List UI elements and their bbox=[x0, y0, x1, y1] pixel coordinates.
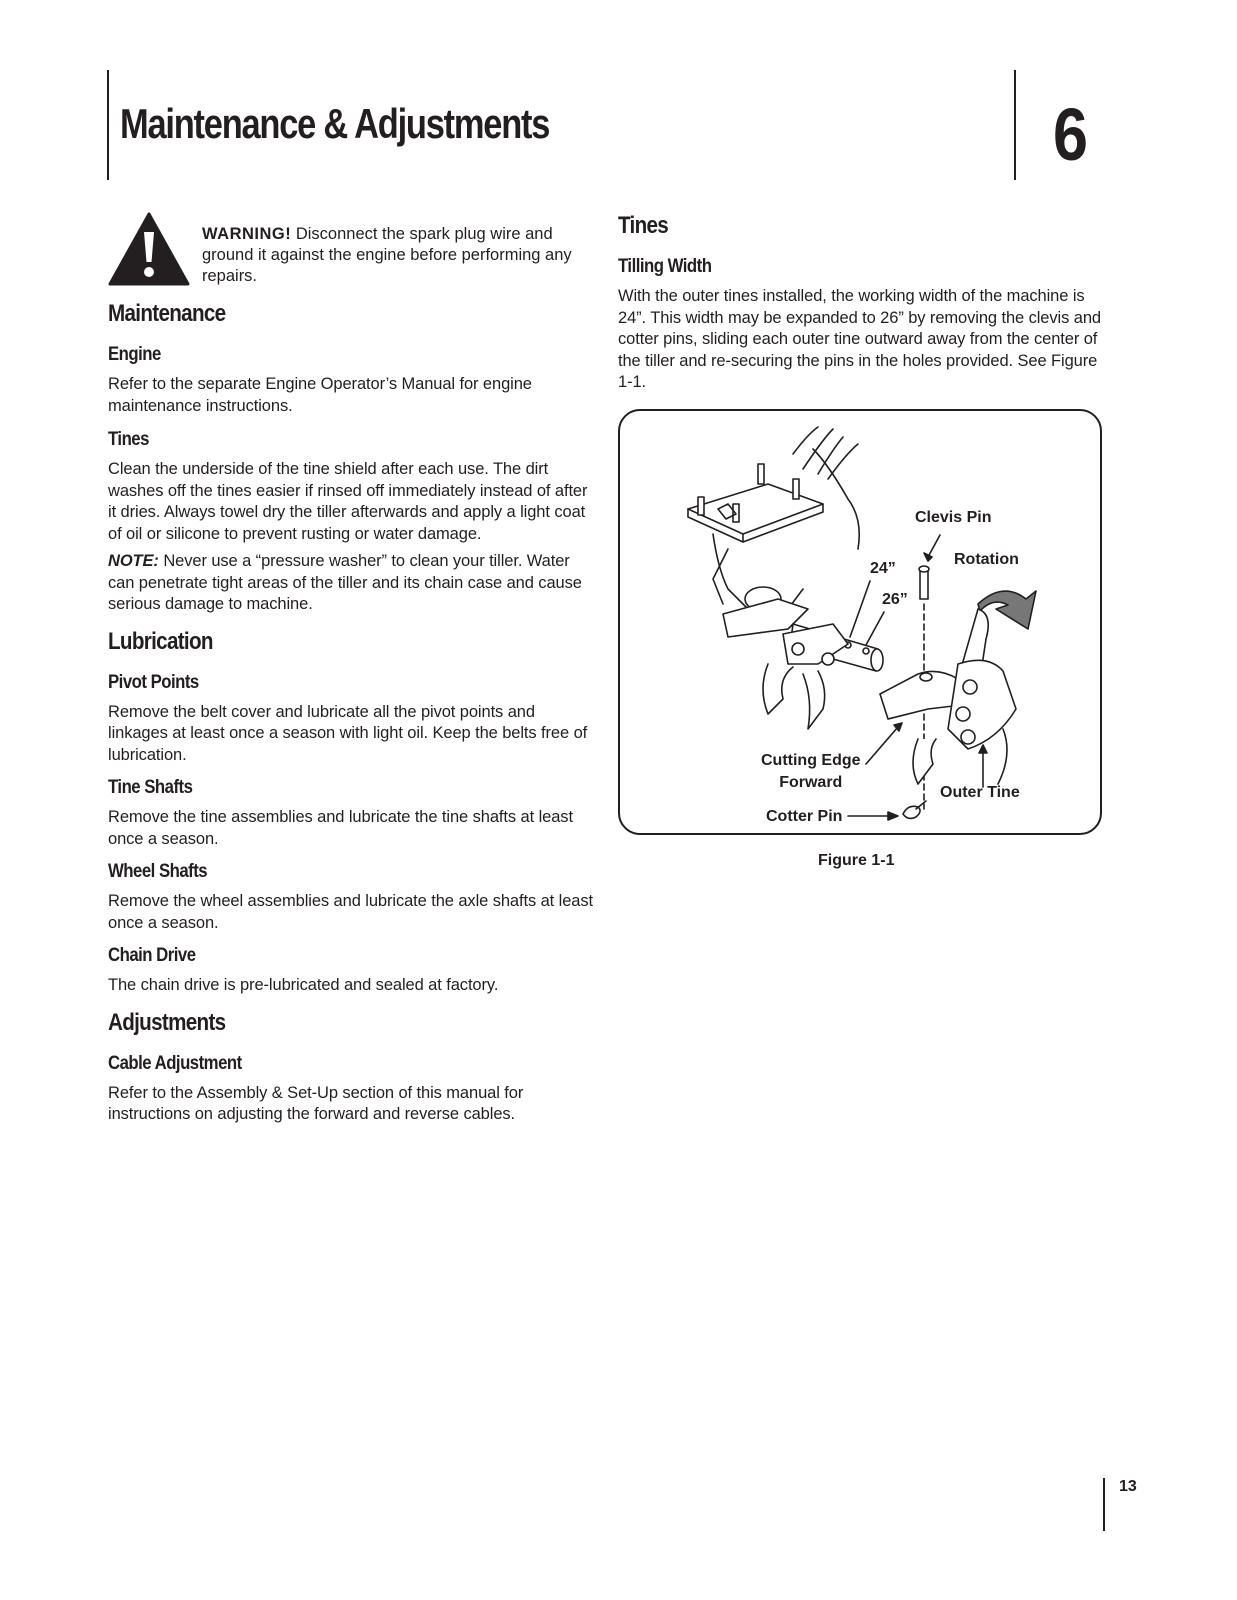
wheel-shafts-text: Remove the wheel assemblies and lubricate the axle shafts at least once a season. bbox=[108, 892, 594, 932]
cable-adjustment-heading: Cable Adjustment bbox=[108, 1051, 242, 1074]
header-left-rule bbox=[107, 70, 109, 180]
left-column bbox=[108, 212, 598, 1126]
footer-rule bbox=[1103, 1478, 1105, 1531]
tines-maintenance-heading: Tines bbox=[108, 428, 149, 450]
right-column bbox=[618, 212, 1108, 394]
page-number: 13 bbox=[1119, 1478, 1137, 1495]
lubrication-heading: Lubrication bbox=[108, 627, 213, 655]
warning-block bbox=[108, 212, 598, 298]
chain-drive-text: The chain drive is pre-lubricated and sealed at factory. bbox=[108, 976, 499, 994]
width-26-label: 26” bbox=[882, 591, 908, 608]
figure-caption: Figure 1-1 bbox=[818, 852, 895, 869]
warning-label: WARNING! bbox=[202, 225, 292, 243]
tine-shafts-heading: Tine Shafts bbox=[108, 776, 193, 798]
pivot-points-text: Remove the belt cover and lubricate all the pivot points and linkages at least once a season with light oil. Keep the belts free of lubrication. bbox=[108, 702, 588, 764]
tines-note bbox=[108, 551, 598, 616]
cutting-edge-label bbox=[761, 750, 861, 794]
warning-triangle-icon bbox=[108, 212, 190, 286]
cable-adjustment-text: Refer to the Assembly & Set-Up section of this manual for instructions on adjusting the forward and reverse cables. bbox=[108, 1083, 524, 1123]
tilling-width-text: With the outer tines installed, the working width of the machine is 24”. This width may be expanded to 26” by removing the clevis and cotter pins, sliding each outer tine outward away from the center of the tiller and re-securing the pins in the holes provided. See Figure 1-1. bbox=[618, 287, 1101, 391]
maintenance-heading: Maintenance bbox=[108, 300, 226, 327]
width-24-label: 24” bbox=[870, 560, 896, 577]
chapter-title: Maintenance & Adjustments bbox=[120, 100, 550, 147]
pivot-points-heading: Pivot Points bbox=[108, 670, 199, 693]
note-label: NOTE: bbox=[108, 552, 159, 570]
outer-tine-label: Outer Tine bbox=[940, 784, 1020, 801]
cutting-edge-line1: Cutting Edge bbox=[761, 752, 861, 769]
wheel-shafts-heading: Wheel Shafts bbox=[108, 860, 208, 882]
tines-heading: Tines bbox=[618, 212, 669, 239]
engine-text: Refer to the separate Engine Operator’s Manual for engine maintenance instructions. bbox=[108, 375, 532, 415]
header-right-rule bbox=[1014, 70, 1016, 180]
engine-heading: Engine bbox=[108, 343, 161, 365]
chain-drive-heading: Chain Drive bbox=[108, 944, 196, 966]
cutting-edge-line2: Forward bbox=[779, 774, 843, 791]
clevis-pin-label: Clevis Pin bbox=[915, 509, 992, 526]
chapter-number: 6 bbox=[1053, 93, 1088, 176]
tine-shafts-text: Remove the tine assemblies and lubricate the tine shafts at least once a season. bbox=[108, 808, 573, 848]
rotation-label: Rotation bbox=[954, 551, 1019, 568]
tines-maintenance-text: Clean the underside of the tine shield after each use. The dirt washes off the tines easier if rinsed off immediately instead of after it dries. Always towel dry the tiller afterwards and apply a light coat of oil or silicone to prevent rusting or water damage. bbox=[108, 460, 588, 543]
note-text: Never use a “pressure washer” to clean your tiller. Water can penetrate tight areas of the tiller and its chain case and cause serious damage to machine. bbox=[108, 552, 582, 613]
warning-message: Disconnect the spark plug wire and ground it against the engine before performing any repairs. bbox=[202, 225, 572, 285]
tilling-width-heading: Tilling Width bbox=[618, 255, 712, 277]
cotter-pin-label: Cotter Pin bbox=[766, 808, 843, 825]
adjustments-heading: Adjustments bbox=[108, 1008, 226, 1036]
warning-text bbox=[202, 224, 597, 287]
